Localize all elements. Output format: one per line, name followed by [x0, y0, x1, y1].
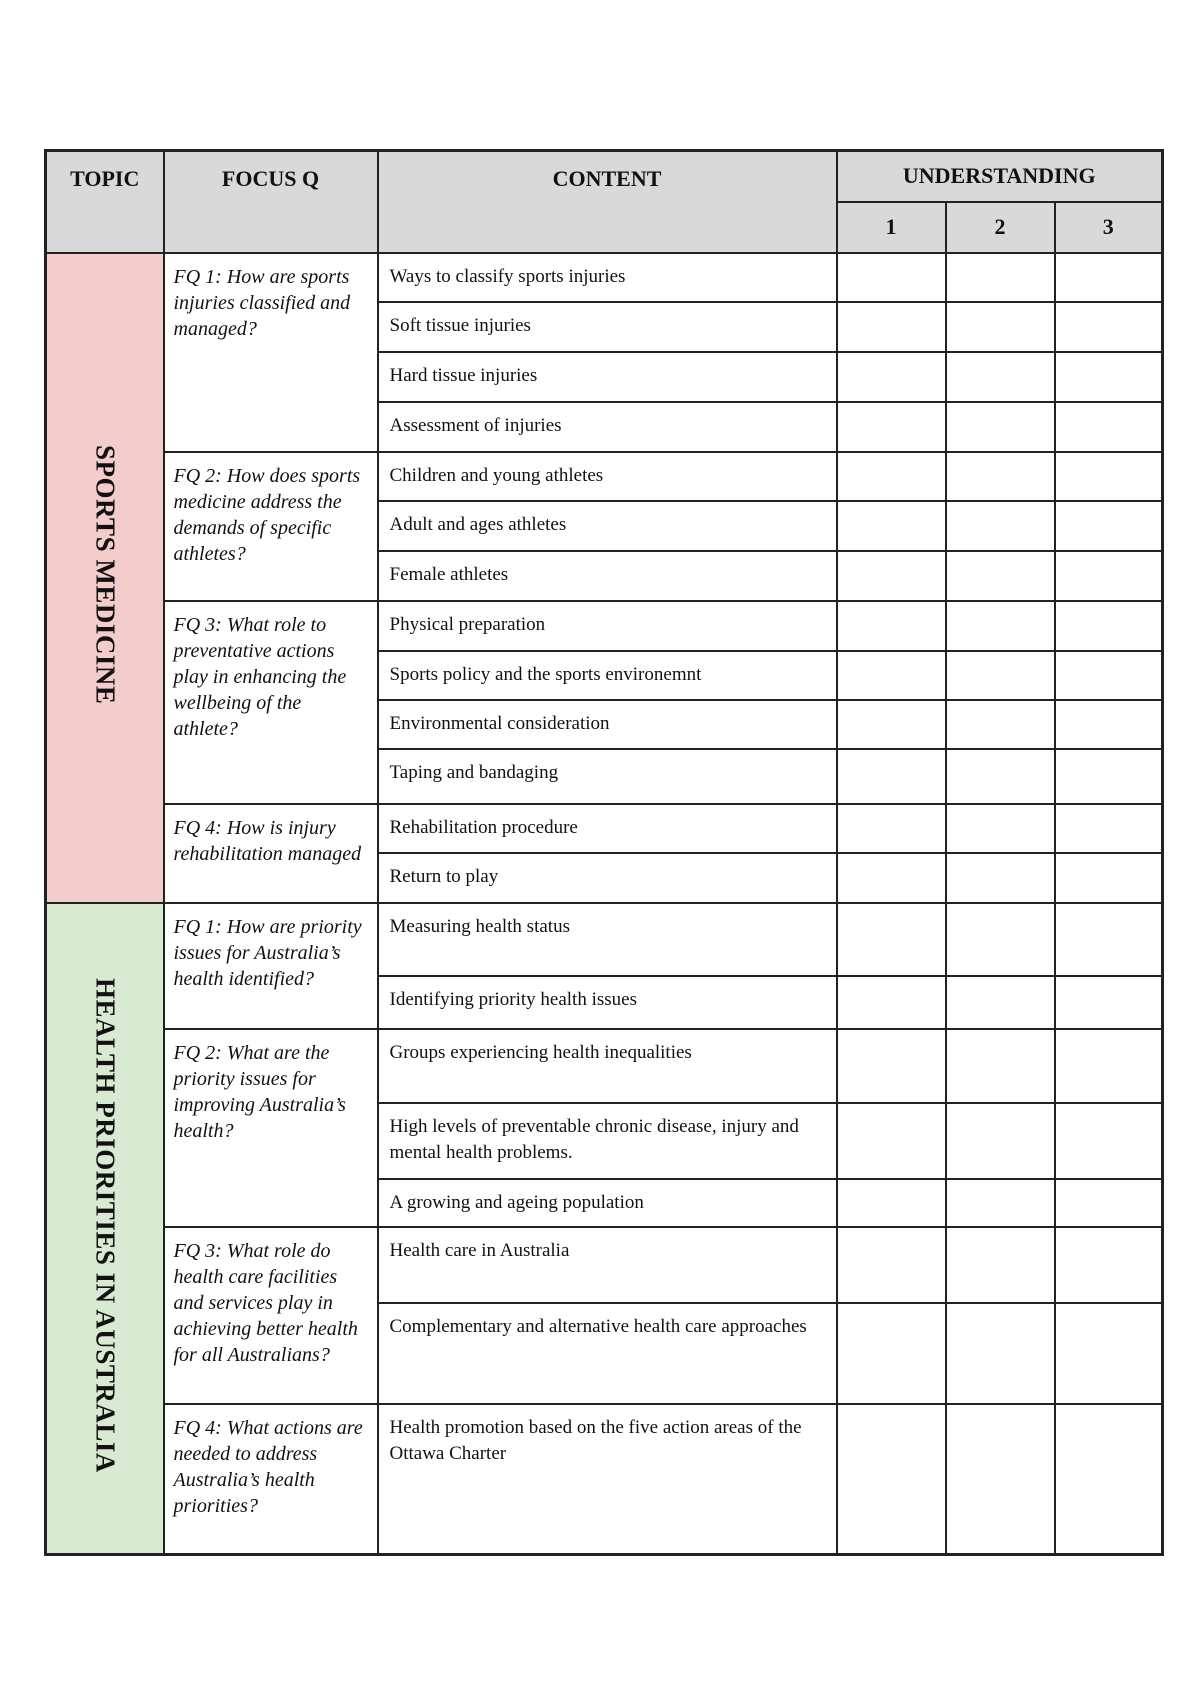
understanding-level-3-cell[interactable]: [1055, 302, 1163, 352]
content-item-cell: Soft tissue injuries: [378, 302, 837, 352]
content-item-cell: Health care in Australia: [378, 1227, 837, 1303]
topic-name: HEALTH PRIORITIES IN AUSTRALIA: [90, 978, 121, 1474]
understanding-level-3-cell[interactable]: [1055, 1029, 1163, 1103]
topic-header: TOPIC: [46, 151, 164, 253]
content-item-cell: Hard tissue injuries: [378, 352, 837, 402]
focus-question-cell: FQ 2: What are the priority issues for improving Australia’s health?: [164, 1029, 378, 1227]
content-item-cell: Groups experiencing health inequalities: [378, 1029, 837, 1103]
understanding-level-1-cell[interactable]: [837, 452, 946, 501]
content-item-cell: High levels of preventable chronic disease, injury and mental health problems.: [378, 1103, 837, 1179]
understanding-level-2-cell[interactable]: [946, 302, 1055, 352]
understanding-level-2-cell[interactable]: [946, 1227, 1055, 1303]
level-1-header: 1: [837, 202, 946, 253]
table-row: [46, 452, 1163, 501]
understanding-level-2-cell[interactable]: [946, 1404, 1055, 1555]
understanding-level-3-cell[interactable]: [1055, 1227, 1163, 1303]
content-item-cell: Adult and ages athletes: [378, 501, 837, 551]
content-item-cell: Assessment of injuries: [378, 402, 837, 452]
topic-name: SPORTS MEDICINE: [90, 445, 121, 705]
understanding-level-2-cell[interactable]: [946, 804, 1055, 853]
understanding-level-1-cell[interactable]: [837, 1179, 946, 1227]
understanding-level-3-cell[interactable]: [1055, 601, 1163, 651]
understanding-level-1-cell[interactable]: [837, 551, 946, 601]
focus-q-header: FOCUS Q: [164, 151, 378, 253]
focus-question-cell: FQ 3: What role to preventative actions play in enhancing the wellbeing of the athlete?: [164, 601, 378, 804]
understanding-level-1-cell[interactable]: [837, 1404, 946, 1555]
understanding-level-1-cell[interactable]: [837, 253, 946, 302]
understanding-level-1-cell[interactable]: [837, 302, 946, 352]
understanding-level-2-cell[interactable]: [946, 976, 1055, 1029]
content-item-cell: Identifying priority health issues: [378, 976, 837, 1029]
content-item-cell: Children and young athletes: [378, 452, 837, 501]
topic-cell: [46, 903, 164, 1555]
focus-question-cell: FQ 4: What actions are needed to address Australia’s health priorities?: [164, 1404, 378, 1555]
content-item-cell: Health promotion based on the five action areas of the Ottawa Charter: [378, 1404, 837, 1555]
understanding-level-3-cell[interactable]: [1055, 253, 1163, 302]
content-item-cell: Complementary and alternative health care approaches: [378, 1303, 837, 1404]
understanding-level-3-cell[interactable]: [1055, 551, 1163, 601]
understanding-level-2-cell[interactable]: [946, 402, 1055, 452]
understanding-level-3-cell[interactable]: [1055, 1404, 1163, 1555]
content-item-cell: Sports policy and the sports environemnt: [378, 651, 837, 700]
understanding-level-1-cell[interactable]: [837, 1303, 946, 1404]
understanding-level-1-cell[interactable]: [837, 402, 946, 452]
understanding-level-1-cell[interactable]: [837, 804, 946, 853]
understanding-level-2-cell[interactable]: [946, 601, 1055, 651]
understanding-level-3-cell[interactable]: [1055, 976, 1163, 1029]
table-row: [46, 1404, 1163, 1555]
understanding-level-3-cell[interactable]: [1055, 749, 1163, 804]
understanding-level-1-cell[interactable]: [837, 749, 946, 804]
understanding-level-1-cell[interactable]: [837, 853, 946, 903]
understanding-level-1-cell[interactable]: [837, 700, 946, 749]
understanding-level-2-cell[interactable]: [946, 1179, 1055, 1227]
content-item-cell: Taping and bandaging: [378, 749, 837, 804]
understanding-level-3-cell[interactable]: [1055, 903, 1163, 976]
content-item-cell: Female athletes: [378, 551, 837, 601]
understanding-level-3-cell[interactable]: [1055, 651, 1163, 700]
understanding-level-3-cell[interactable]: [1055, 1103, 1163, 1179]
understanding-level-2-cell[interactable]: [946, 903, 1055, 976]
table-row: [46, 804, 1163, 853]
focus-question-cell: FQ 1: How are priority issues for Australia’s health identified?: [164, 903, 378, 1029]
understanding-level-3-cell[interactable]: [1055, 1179, 1163, 1227]
understanding-level-3-cell[interactable]: [1055, 804, 1163, 853]
focus-question-cell: FQ 1: How are sports injuries classified and managed?: [164, 253, 378, 452]
understanding-level-1-cell[interactable]: [837, 903, 946, 976]
content-item-cell: A growing and ageing population: [378, 1179, 837, 1227]
understanding-level-2-cell[interactable]: [946, 749, 1055, 804]
content-item-cell: Measuring health status: [378, 903, 837, 976]
understanding-level-2-cell[interactable]: [946, 651, 1055, 700]
understanding-level-3-cell[interactable]: [1055, 452, 1163, 501]
table-row: [46, 1227, 1163, 1303]
understanding-level-1-cell[interactable]: [837, 1227, 946, 1303]
content-item-cell: Return to play: [378, 853, 837, 903]
understanding-level-2-cell[interactable]: [946, 551, 1055, 601]
table-header: [46, 151, 1163, 253]
content-item-cell: Environmental consideration: [378, 700, 837, 749]
understanding-level-2-cell[interactable]: [946, 700, 1055, 749]
understanding-level-1-cell[interactable]: [837, 352, 946, 402]
content-item-cell: Ways to classify sports injuries: [378, 253, 837, 302]
understanding-level-2-cell[interactable]: [946, 1103, 1055, 1179]
level-2-header: 2: [946, 202, 1055, 253]
understanding-level-3-cell[interactable]: [1055, 853, 1163, 903]
topic-cell: [46, 253, 164, 903]
understanding-level-2-cell[interactable]: [946, 1303, 1055, 1404]
understanding-level-1-cell[interactable]: [837, 601, 946, 651]
content-item-cell: Rehabilitation procedure: [378, 804, 837, 853]
understanding-level-2-cell[interactable]: [946, 352, 1055, 402]
understanding-level-2-cell[interactable]: [946, 853, 1055, 903]
understanding-level-3-cell[interactable]: [1055, 402, 1163, 452]
content-item-cell: Physical preparation: [378, 601, 837, 651]
understanding-level-2-cell[interactable]: [946, 1029, 1055, 1103]
table-body: [46, 253, 1163, 1555]
understanding-level-1-cell[interactable]: [837, 1029, 946, 1103]
understanding-level-1-cell[interactable]: [837, 1103, 946, 1179]
understanding-level-1-cell[interactable]: [837, 651, 946, 700]
table-row: [46, 903, 1163, 976]
understanding-level-3-cell[interactable]: [1055, 700, 1163, 749]
focus-question-cell: FQ 4: How is injury rehabilitation managed: [164, 804, 378, 903]
understanding-level-3-cell[interactable]: [1055, 501, 1163, 551]
understanding-level-2-cell[interactable]: [946, 253, 1055, 302]
table-row: [46, 601, 1163, 651]
level-3-header: 3: [1055, 202, 1163, 253]
focus-question-cell: FQ 3: What role do health care facilities and services play in achieving better health for all Australians?: [164, 1227, 378, 1404]
understanding-level-1-cell[interactable]: [837, 976, 946, 1029]
understanding-header: UNDERSTANDING: [837, 151, 1163, 202]
understanding-level-3-cell[interactable]: [1055, 1303, 1163, 1404]
understanding-level-2-cell[interactable]: [946, 452, 1055, 501]
understanding-checklist-table: [44, 149, 1164, 1556]
understanding-level-3-cell[interactable]: [1055, 352, 1163, 402]
understanding-level-1-cell[interactable]: [837, 501, 946, 551]
table-row: [46, 253, 1163, 302]
focus-question-cell: FQ 2: How does sports medicine address the demands of specific athletes?: [164, 452, 378, 601]
content-header: CONTENT: [378, 151, 837, 253]
table-row: [46, 1029, 1163, 1103]
understanding-level-2-cell[interactable]: [946, 501, 1055, 551]
